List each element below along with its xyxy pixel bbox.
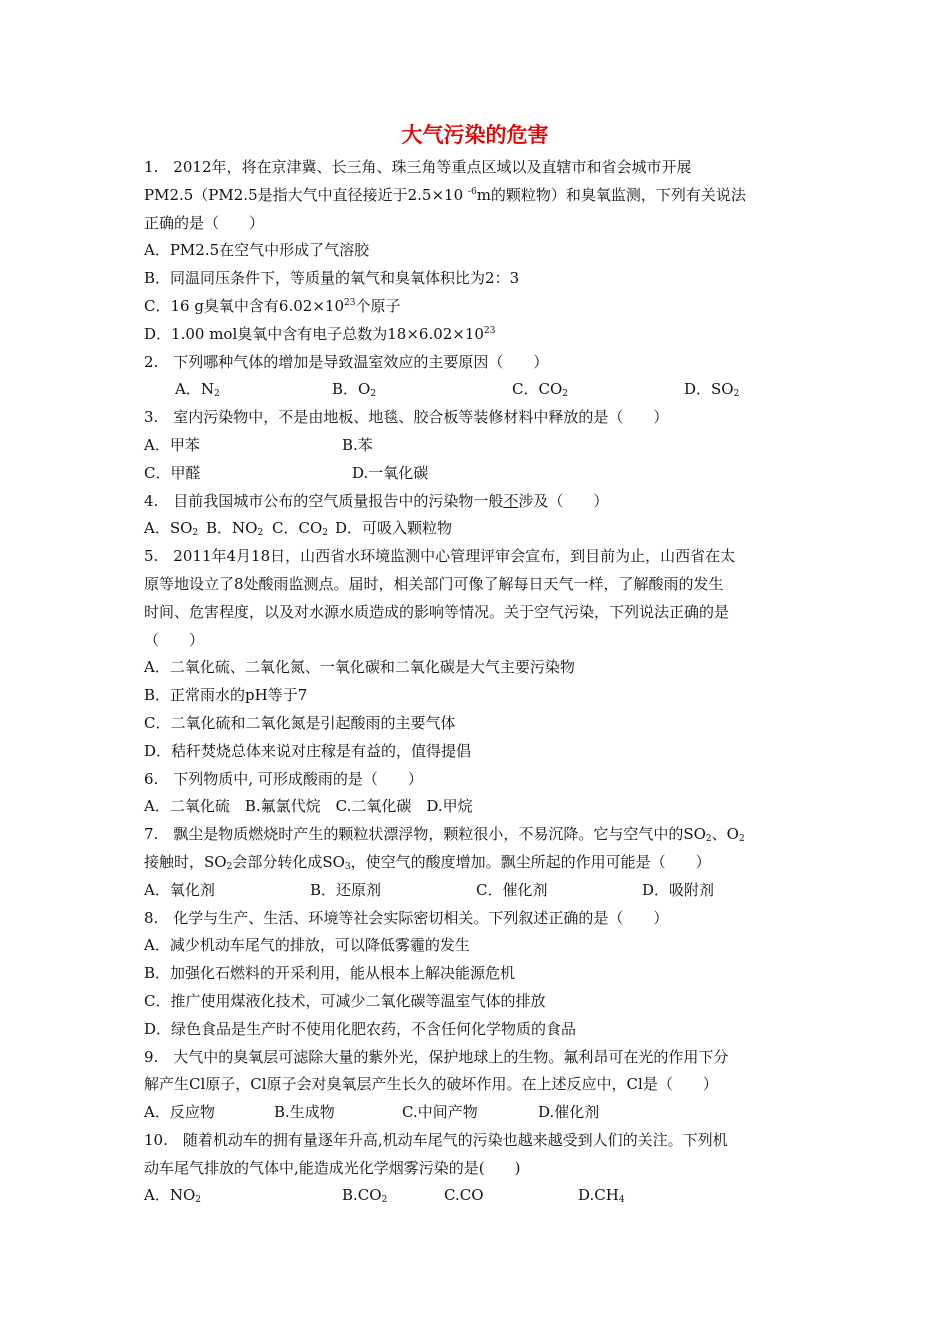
question-5-option-d: D．秸秆焚烧总体来说对庄稼是有益的，值得提倡 [144, 741, 472, 760]
question-7-option-d: D．吸附剂 [642, 880, 715, 899]
question-2-option-b: B．$O_2$ [332, 380, 377, 400]
question-5-stem-line-3: 时间、危害程度，以及对水源水质造成的影响等情况。关于空气污染，下列说法正确的是 [144, 602, 730, 621]
question-4-option-a: A．$SO_2$ [144, 519, 199, 539]
question-8-stem: 8. 化学与生产、生活、环境等社会实际密切相关。下列叙述正确的是（ ） [144, 908, 669, 927]
question-9-option-b: B.生成物 [274, 1103, 335, 1122]
question-1-option-b: B．同温同压条件下，等质量的氧气和臭氧体积比为2：3 [144, 269, 520, 288]
question-2-option-a: A．$N_2$ [175, 380, 220, 400]
page-title: 大气污染的危害 [401, 123, 549, 147]
question-5-option-b: B．正常雨水的pH等于7 [144, 686, 308, 705]
question-8-option-a: A．减少机动车尾气的排放，可以降低雾霾的发生 [144, 936, 470, 955]
question-6-stem: 6. 下列物质中, 可形成酸雨的是（ ） [144, 769, 423, 788]
question-1-stem-line-1: 1. 2012年，将在京津冀、长三角、珠三角等重点区域以及直辖市和省会城市开展 [144, 158, 692, 176]
question-1-option-d: D．1.00 mol臭氧中含有电子总数为$18\times 6.02\times 10^{23}$ [144, 324, 496, 343]
underlined-word: 不 [503, 491, 519, 510]
question-3-option-b: B.苯 [342, 435, 373, 454]
question-3-stem: 3. 室内污染物中，不是由地板、地毯、胶合板等装修材料中释放的是（ ） [144, 408, 669, 427]
question-3-option-d: D.一氧化碳 [352, 463, 429, 482]
question-10-option-d: $D.CH_4$ [578, 1186, 625, 1206]
question-7-option-a: A．氧化剂 [144, 880, 215, 899]
question-4-options [144, 515, 816, 543]
question-6-options: A．二氧化硫 B.氟氯代烷 C.二氧化碳 D.甲烷 [144, 797, 473, 816]
question-8-option-d: D．绿色食品是生产时不使用化肥农药，不含任何化学物质的食品 [144, 1019, 577, 1038]
question-2-option-c: C．$CO_2$ [512, 380, 568, 400]
question-9-stem-line-2: 解产生Cl原子，Cl原子会对臭氧层产生长久的破坏作用。在上述反应中，Cl是（ ） [144, 1075, 718, 1094]
question-3-option-a: A．甲苯 [144, 435, 200, 454]
question-10-option-c: C.CO [444, 1186, 484, 1205]
question-4-option-d: D．可吸入颗粒物 [335, 519, 453, 538]
question-10-stem-line-1: 10. 随着机动车的拥有量逐年升高,机动车尾气的污染也越来越受到人们的关注。下列机 [144, 1130, 728, 1149]
question-4-option-b: B．$NO_2$ [206, 519, 264, 539]
question-1-stem-line-2: PM2.5（PM2.5是指大气中直径接近于2.5×10 $^{-6}$m的颗粒物）和臭氧监测，下列有关说法 [144, 185, 746, 204]
question-7-options [144, 877, 816, 905]
question-5-stem-line-4: （ ） [144, 630, 205, 649]
question-9-option-d: D.催化剂 [538, 1103, 600, 1122]
question-5-stem-line-1: 5. 2011年4月18日，山西省水环境监测中心管理评审会宣布，到目前为止，山西省在太 [144, 547, 736, 566]
question-9-option-a: A．反应物 [144, 1103, 215, 1122]
question-10-option-b: $B.CO_2$ [342, 1186, 388, 1206]
question-3-options-row-2 [144, 460, 816, 488]
question-10-option-a: A．$NO_2$ [144, 1186, 201, 1206]
question-8-option-b: B．加强化石燃料的开采利用，能从根本上解决能源危机 [144, 964, 516, 983]
question-7-stem-line-2: 接触时，$SO_2$会部分转化成$SO_3$，使空气的酸度增加。飘尘所起的作用可能是（ ） [144, 852, 711, 872]
question-1-option-a: A．PM2.5在空气中形成了气溶胶 [144, 241, 370, 260]
question-7-option-b: B．还原剂 [310, 880, 382, 899]
question-10-options [144, 1182, 816, 1210]
question-3-options-row-1 [144, 432, 816, 460]
question-7-stem-line-1: 7. 飘尘是物质燃烧时产生的颗粒状漂浮物，颗粒很小，不易沉降。它与空气中的$SO_2$、$O_2$ [144, 825, 745, 845]
question-2-options [144, 376, 816, 404]
question-5-option-a: A．二氧化硫、二氧化氮、一氧化碳和二氧化碳是大气主要污染物 [144, 658, 575, 677]
question-4-stem: 4. 目前我国城市公布的空气质量报告中的污染物一般不涉及（ ） [144, 491, 609, 510]
question-9-stem-line-1: 9. 大气中的臭氧层可滤除大量的紫外光，保护地球上的生物。氟利昂可在光的作用下分 [144, 1047, 729, 1066]
question-2-option-d: D．$SO_2$ [684, 380, 740, 400]
question-9-option-c: C.中间产物 [402, 1103, 478, 1122]
question-5-option-c: C．二氧化硫和二氧化氮是引起酸雨的主要气体 [144, 713, 456, 732]
question-7-option-c: C．催化剂 [476, 880, 548, 899]
question-1-option-c: C．16 g臭氧中含有$6.02\times 10^{23}$个原子 [144, 296, 401, 315]
question-4-option-c: C．$CO_2$ [272, 519, 328, 539]
question-9-options [144, 1099, 816, 1127]
question-1-stem-line-3: 正确的是（ ） [144, 213, 265, 232]
question-3-option-c: C．甲醛 [144, 463, 201, 482]
question-list [144, 154, 816, 1210]
question-2-stem: 2. 下列哪种气体的增加是导致温室效应的主要原因（ ） [144, 352, 549, 371]
question-5-stem-line-2: 原等地设立了8处酸雨监测点。届时，相关部门可像了解每日天气一样，了解酸雨的发生 [144, 574, 724, 593]
question-10-stem-line-2: 动车尾气排放的气体中,能造成光化学烟雾污染的是( ) [144, 1158, 521, 1177]
question-8-option-c: C．推广使用煤液化技术，可减少二氧化碳等温室气体的排放 [144, 991, 546, 1010]
